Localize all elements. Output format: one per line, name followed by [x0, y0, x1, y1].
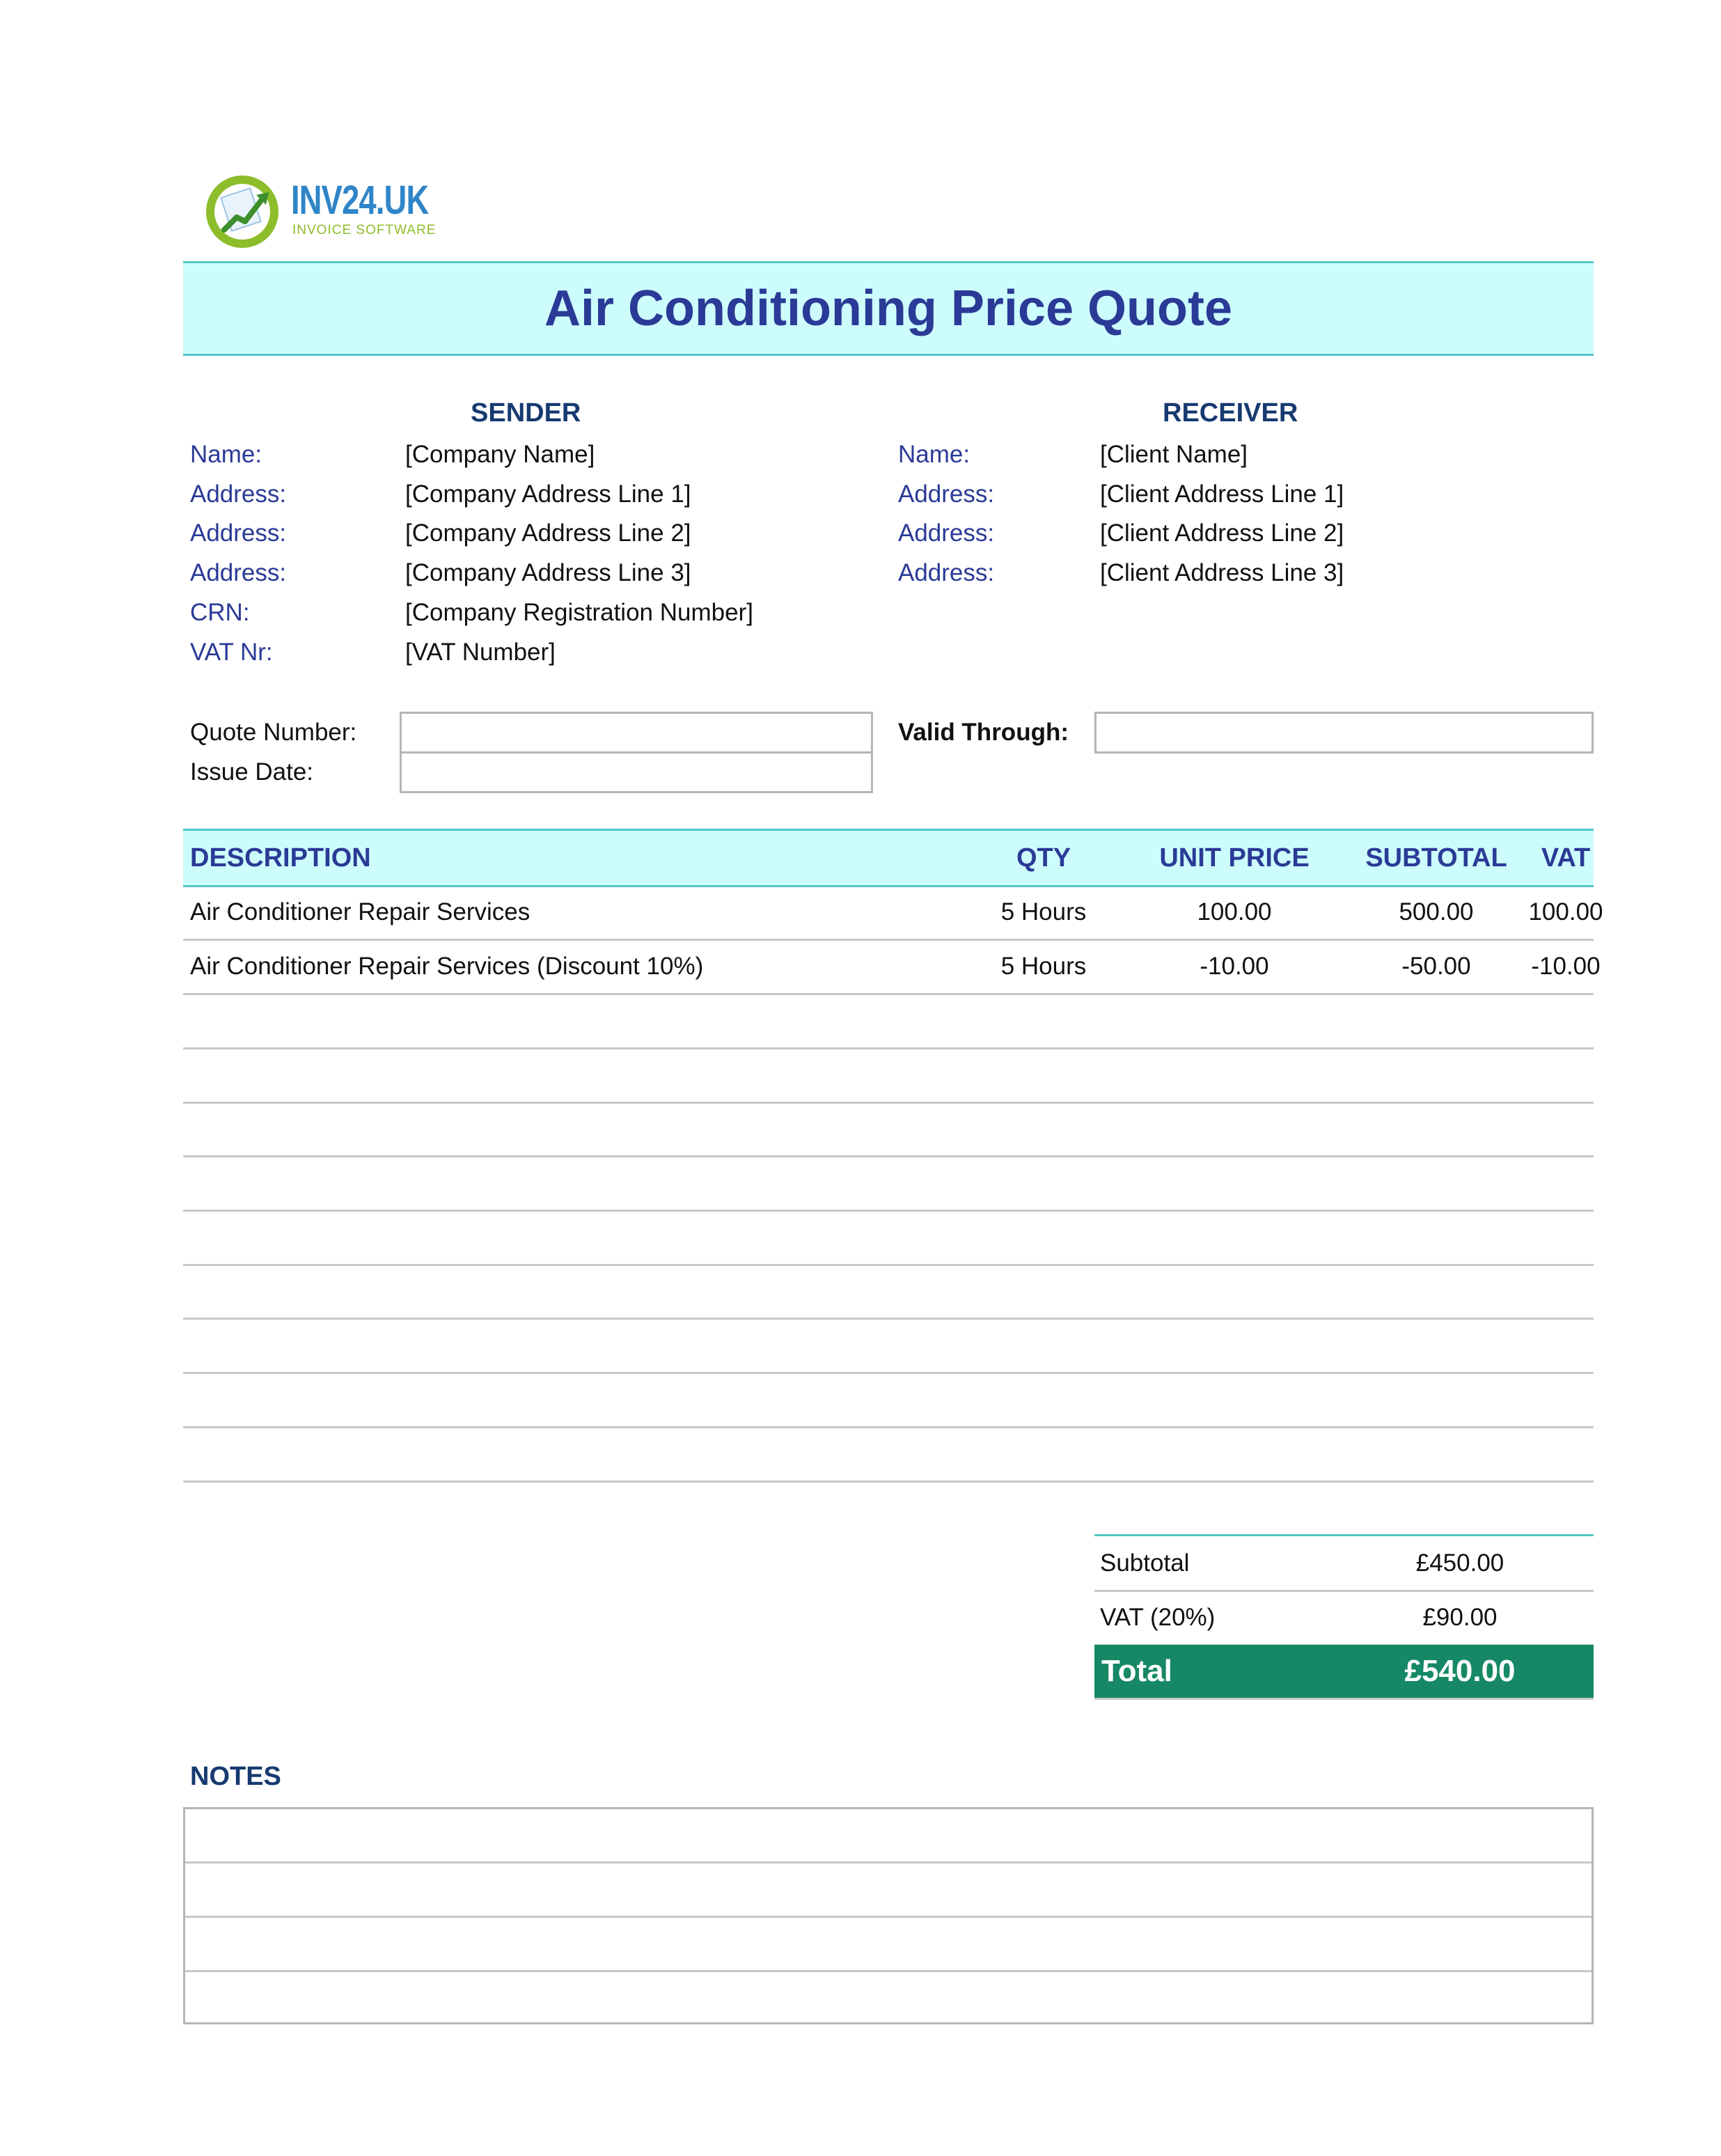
subtotal-row: [1094, 1536, 1594, 1592]
sender-address-1-label: Address:: [190, 481, 287, 508]
notes-divider: [185, 1970, 1592, 1972]
sender-address-2-value: [Company Address Line 2]: [405, 520, 691, 547]
empty-table-row[interactable]: [183, 1373, 1594, 1428]
sender-address-1-value: [Company Address Line 1]: [405, 481, 691, 508]
items-table-header: [183, 829, 1594, 887]
sender-crn-value: [Company Registration Number]: [405, 599, 753, 626]
item-subtotal: -50.00: [1401, 953, 1471, 980]
item-unit-price: 100.00: [1197, 898, 1272, 925]
subtotal-label: Subtotal: [1100, 1549, 1190, 1577]
receiver-name-value: [Client Name]: [1100, 441, 1248, 468]
empty-table-row[interactable]: [183, 1427, 1594, 1483]
sender-address-3-value: [Company Address Line 3]: [405, 559, 691, 586]
empty-table-row[interactable]: [183, 1264, 1594, 1320]
quote-number-label: Quote Number:: [190, 719, 357, 746]
valid-through-label: Valid Through:: [898, 719, 1069, 746]
notes-divider: [185, 1861, 1592, 1864]
title-band: [183, 261, 1594, 356]
total-row: [1094, 1645, 1594, 1700]
receiver-name-label: Name:: [898, 441, 970, 468]
vat-row: [1094, 1591, 1594, 1646]
page-title: Air Conditioning Price Quote: [544, 281, 1232, 336]
item-vat: -10.00: [1531, 953, 1601, 980]
total-value: £540.00: [1404, 1654, 1516, 1688]
item-qty: 5 Hours: [1000, 953, 1087, 980]
logo-chart-icon: [205, 174, 280, 249]
empty-table-row[interactable]: [183, 994, 1594, 1049]
issue-date-field[interactable]: [400, 751, 873, 793]
receiver-address-2-label: Address:: [898, 520, 995, 547]
sender-address-2-label: Address:: [190, 520, 287, 547]
item-description: Air Conditioner Repair Services: [190, 898, 531, 925]
logo-wordmark: INV24.UK: [291, 178, 429, 223]
table-row: [183, 885, 1603, 941]
empty-table-row[interactable]: [183, 1102, 1594, 1157]
sender-vat-value: [VAT Number]: [405, 639, 556, 666]
empty-table-row[interactable]: [183, 1210, 1594, 1266]
vat-value: £90.00: [1422, 1604, 1498, 1631]
notes-heading: NOTES: [190, 1762, 281, 1791]
table-row: [183, 939, 1601, 995]
sender-address-3-label: Address:: [190, 559, 287, 586]
subtotal-column-header: SUBTOTAL: [1365, 843, 1507, 873]
receiver-heading: RECEIVER: [1163, 398, 1298, 428]
item-subtotal: 500.00: [1399, 898, 1474, 925]
qty-column-header: QTY: [1016, 843, 1071, 873]
item-qty: 5 Hours: [1000, 898, 1087, 925]
vat-label: VAT (20%): [1100, 1604, 1216, 1631]
receiver-address-3-label: Address:: [898, 559, 995, 586]
empty-table-row[interactable]: [183, 1156, 1594, 1212]
description-column-header: DESCRIPTION: [190, 843, 371, 873]
empty-table-row[interactable]: [183, 1318, 1594, 1374]
receiver-address-2-value: [Client Address Line 2]: [1100, 520, 1344, 547]
unit-price-column-header: UNIT PRICE: [1159, 843, 1310, 873]
sender-crn-label: CRN:: [190, 599, 250, 626]
sender-name-value: [Company Name]: [405, 441, 595, 468]
quote-number-field[interactable]: [400, 712, 873, 753]
receiver-address-1-value: [Client Address Line 1]: [1100, 481, 1344, 508]
item-description: Air Conditioner Repair Services (Discount 10%): [190, 953, 704, 980]
item-unit-price: -10.00: [1200, 953, 1269, 980]
valid-through-field[interactable]: [1094, 712, 1594, 753]
receiver-address-3-value: [Client Address Line 3]: [1100, 559, 1344, 586]
logo-tagline: INVOICE SOFTWARE: [292, 223, 437, 237]
notes-box[interactable]: [183, 1807, 1594, 2024]
company-logo: [202, 166, 439, 249]
empty-table-row[interactable]: [183, 1048, 1594, 1104]
total-label: Total: [1101, 1654, 1172, 1688]
receiver-address-1-label: Address:: [898, 481, 995, 508]
sender-heading: SENDER: [471, 398, 581, 428]
vat-column-header: VAT: [1541, 843, 1591, 873]
sender-name-label: Name:: [190, 441, 262, 468]
item-vat: 100.00: [1528, 898, 1603, 925]
sender-vat-label: VAT Nr:: [190, 639, 273, 666]
notes-divider: [185, 1916, 1592, 1918]
subtotal-value: £450.00: [1415, 1549, 1504, 1577]
issue-date-label: Issue Date:: [190, 758, 314, 786]
